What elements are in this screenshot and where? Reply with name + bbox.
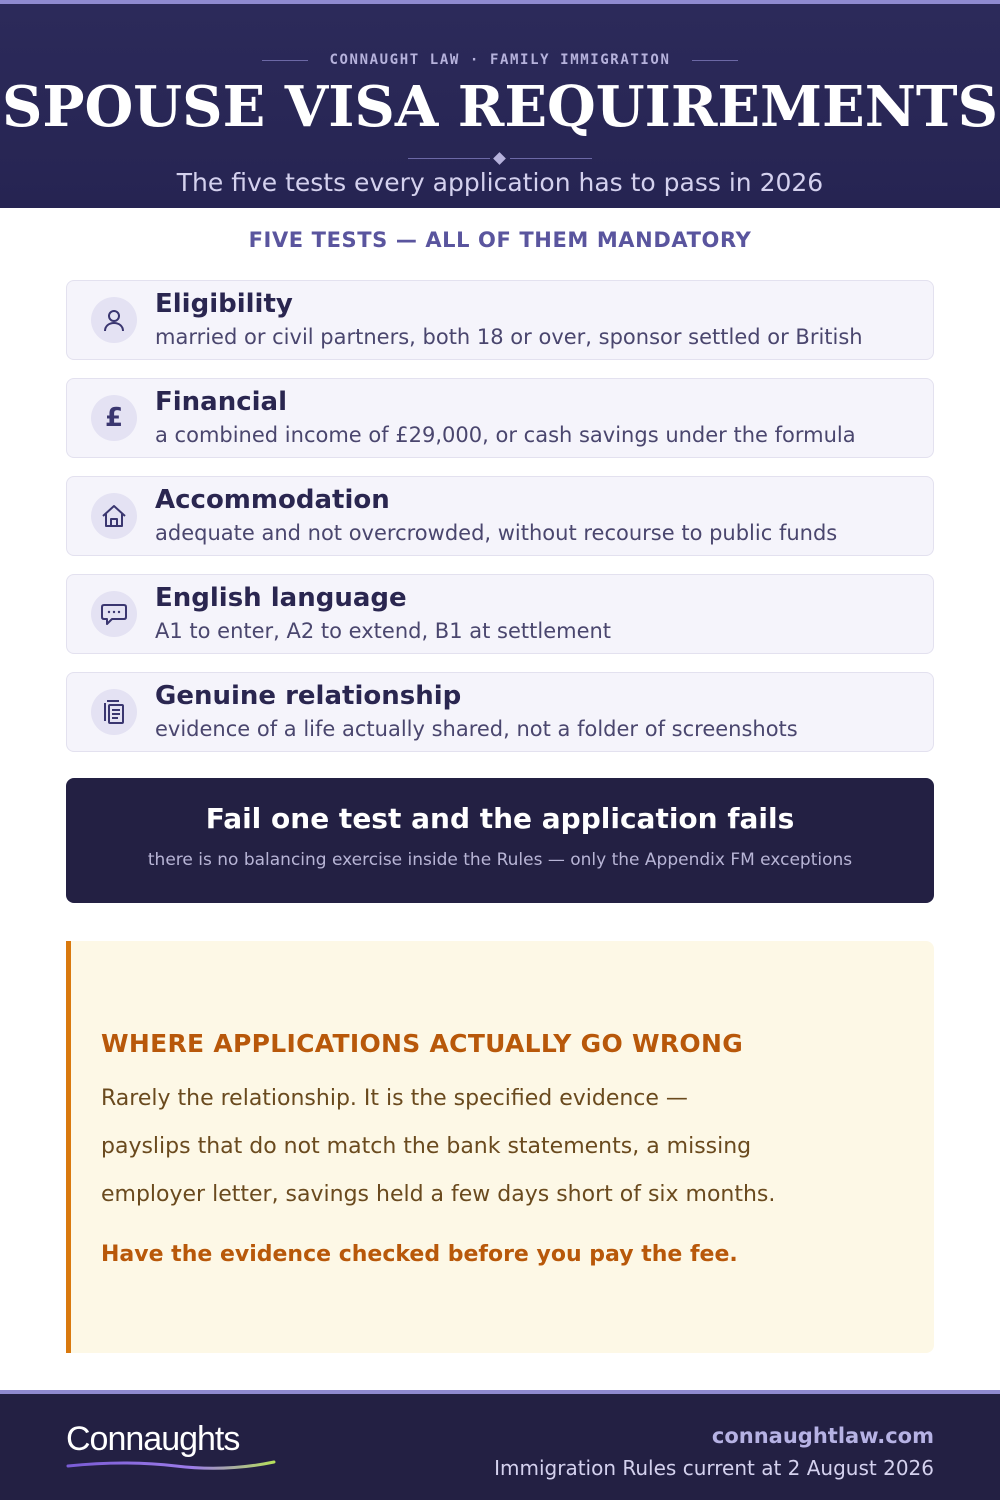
logo-text: Connaughts [66, 1420, 240, 1458]
test-title: English language [155, 583, 407, 613]
test-title: Eligibility [155, 289, 293, 319]
footer [0, 1390, 1000, 1500]
test-card-eligibility [66, 280, 934, 360]
pound-icon: £ [91, 395, 137, 441]
test-title: Financial [155, 387, 288, 417]
logo-swoosh-icon [66, 1458, 276, 1472]
test-description: a combined income of £29,000, or cash savings under the formula [155, 423, 856, 447]
footer-note: Immigration Rules current at 2 August 2026 [494, 1456, 934, 1480]
test-title: Genuine relationship [155, 681, 462, 711]
tests-list [66, 280, 934, 770]
test-card-relationship [66, 672, 934, 752]
fail-banner-subtitle: there is no balancing exercise inside the Rules — only the Appendix FM exceptions [147, 850, 853, 870]
speech-bubble-icon [91, 591, 137, 637]
kicker-row [0, 50, 1000, 70]
warning-line: Rarely the relationship. It is the specified evidence — [101, 1086, 688, 1111]
fail-banner-title: Fail one test and the application fails [205, 802, 795, 835]
warning-panel [66, 941, 934, 1353]
test-description: adequate and not overcrowded, without recourse to public funds [155, 521, 838, 545]
test-card-accommodation [66, 476, 934, 556]
warning-line: payslips that do not match the bank statements, a missing [101, 1134, 752, 1159]
warning-line: employer letter, savings held a few days short of six months. [101, 1182, 776, 1207]
title-divider [408, 154, 592, 164]
page-subtitle: The five tests every application has to pass in 2026 [176, 168, 824, 197]
fail-banner [66, 778, 934, 903]
kicker: CONNAUGHT LAW · FAMILY IMMIGRATION [329, 52, 671, 68]
test-card-financial [66, 378, 934, 458]
company-logo [66, 1420, 286, 1480]
kicker-line-left [262, 60, 308, 61]
test-description: A1 to enter, A2 to extend, B1 at settlement [155, 619, 612, 643]
test-description: married or civil partners, both 18 or over, sponsor settled or British [155, 325, 863, 349]
test-card-english [66, 574, 934, 654]
test-description: evidence of a life actually shared, not a folder of screenshots [155, 717, 798, 741]
warning-cta: Have the evidence checked before you pay the fee. [101, 1242, 738, 1267]
person-icon [91, 297, 137, 343]
header [0, 0, 1000, 208]
house-icon [91, 493, 137, 539]
documents-icon [91, 689, 137, 735]
warning-title: WHERE APPLICATIONS ACTUALLY GO WRONG [101, 1029, 744, 1058]
test-title: Accommodation [155, 485, 390, 515]
section-label: FIVE TESTS — ALL OF THEM MANDATORY [248, 228, 752, 252]
page-title: SPOUSE VISA REQUIREMENTS [1, 74, 999, 140]
kicker-line-right [692, 60, 738, 61]
diamond-icon [493, 152, 506, 165]
footer-url[interactable]: connaughtlaw.com [711, 1424, 934, 1448]
